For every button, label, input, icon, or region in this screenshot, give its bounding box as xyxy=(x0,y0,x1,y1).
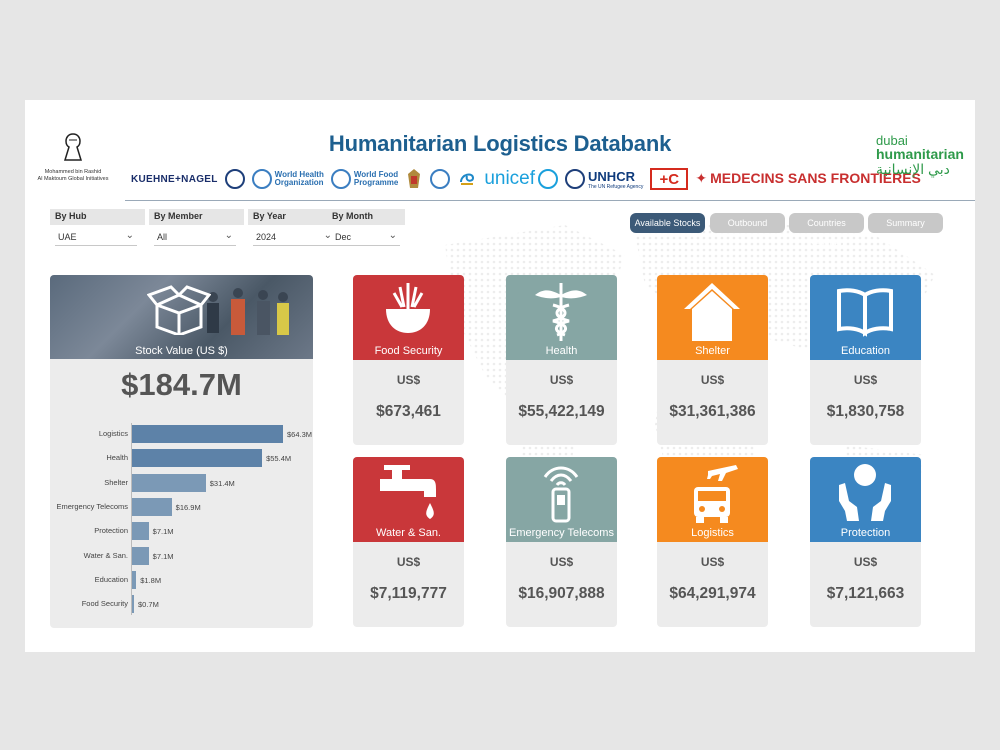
category-card-shelter[interactable] xyxy=(657,275,768,445)
bar-value-label: $7.1M xyxy=(152,551,174,561)
wfp-line1: World Food xyxy=(353,169,399,179)
filter-member-select[interactable] xyxy=(154,229,236,246)
house-icon xyxy=(682,279,742,341)
wfp-logo xyxy=(331,169,398,189)
bar[interactable] xyxy=(132,449,262,467)
category-card-logistics[interactable] xyxy=(657,457,768,627)
bar-label: Protection xyxy=(94,526,128,536)
kuehne-nagel-logo: KUEHNE+NAGEL xyxy=(131,173,218,185)
category-name: Food Security xyxy=(374,345,443,357)
category-name: Logistics xyxy=(691,527,734,539)
category-currency: US$ xyxy=(853,373,878,387)
icrc-logo xyxy=(225,169,245,189)
wfp-line2: Programme xyxy=(353,178,399,187)
category-header xyxy=(810,275,921,360)
bar[interactable] xyxy=(132,547,149,565)
bar-label: Shelter xyxy=(104,477,128,487)
bar-value-label: $0.7M xyxy=(138,600,159,610)
bar-row xyxy=(50,595,313,613)
tab-countries-reached[interactable]: Countries Reached xyxy=(789,213,864,233)
category-card-health[interactable] xyxy=(506,275,617,445)
filter-hub-label: By Hub xyxy=(50,209,145,225)
caduceus-icon xyxy=(531,279,591,341)
bar[interactable] xyxy=(132,522,149,540)
chevron-down-icon: ⌄ xyxy=(323,230,332,241)
msf-runner-icon: ✦ xyxy=(695,170,708,187)
header xyxy=(25,128,975,198)
filter-hub-select[interactable] xyxy=(55,229,137,246)
category-name: Emergency Telecoms xyxy=(509,527,614,539)
protecting-hands-icon xyxy=(835,461,895,523)
category-currency: US$ xyxy=(700,373,725,387)
unhcr-title: UNHCR xyxy=(588,168,635,184)
bar-value-label: $31.4M xyxy=(209,478,235,488)
red-cross-crescent-logo xyxy=(650,168,688,190)
filter-year-select[interactable] xyxy=(253,229,335,246)
chevron-down-icon: ⌄ xyxy=(388,230,397,241)
who-logo xyxy=(252,169,324,189)
bar-value-label: $55.4M xyxy=(266,454,292,464)
category-card-emergency-telecoms[interactable] xyxy=(506,457,617,627)
filter-hub-value: UAE xyxy=(58,232,77,242)
falcon-emblem-icon xyxy=(405,168,423,190)
bar-row xyxy=(50,449,313,467)
category-name: Protection xyxy=(840,527,891,539)
unicef-emblem-icon xyxy=(538,169,558,189)
filter-member-label: By Member xyxy=(149,209,244,225)
header-divider xyxy=(125,200,975,201)
bar[interactable] xyxy=(132,595,134,613)
bar[interactable] xyxy=(132,474,206,492)
bar[interactable] xyxy=(132,498,172,516)
bar-row xyxy=(50,571,313,589)
bar-value-label: $1.8M xyxy=(140,575,162,585)
un-emblem-logo xyxy=(430,169,450,189)
truck-plane-icon xyxy=(682,461,742,523)
bar-label: Water & San. xyxy=(83,550,128,560)
category-card-water-san[interactable] xyxy=(353,457,464,627)
category-card-education[interactable] xyxy=(810,275,921,445)
dashboard-frame xyxy=(25,100,975,652)
category-header xyxy=(506,275,617,360)
category-header xyxy=(810,457,921,542)
category-value: $64,291,974 xyxy=(669,585,756,602)
category-value: $7,119,777 xyxy=(370,585,447,602)
bar-value-label: $64.3M xyxy=(287,430,313,439)
tab-available-stocks[interactable]: Available Stocks xyxy=(630,213,705,233)
bar-label: Education xyxy=(94,574,128,584)
chart-axis-line xyxy=(131,423,132,615)
tab-summary[interactable]: Summary xyxy=(868,213,943,233)
unicef-logo: unicef xyxy=(484,168,558,190)
bar-row xyxy=(50,474,313,492)
un-emblem-icon xyxy=(430,169,450,189)
dh-line3: دبي الإنسانية xyxy=(876,161,950,178)
category-value: $673,461 xyxy=(376,403,441,420)
uae-emblem-logo xyxy=(405,168,423,190)
bar[interactable] xyxy=(132,571,136,589)
box-icon xyxy=(147,281,211,335)
filter-month-select[interactable] xyxy=(332,229,400,246)
bar-row xyxy=(50,522,313,540)
category-value: $31,361,386 xyxy=(669,403,756,420)
category-value: $16,907,888 xyxy=(518,585,605,602)
bar-label: Emergency Telecoms xyxy=(56,501,128,511)
category-value: $7,121,663 xyxy=(826,585,905,602)
food-bowl-icon xyxy=(378,279,438,341)
filter-month xyxy=(327,209,405,246)
stock-value-header xyxy=(50,275,313,359)
filter-member xyxy=(149,209,244,246)
category-currency: US$ xyxy=(396,373,421,387)
radio-phone-icon xyxy=(531,461,591,523)
stock-total-value: $184.7M xyxy=(121,367,242,402)
unhcr-logo xyxy=(565,169,643,190)
unhcr-subtitle: The UN Refugee Agency xyxy=(588,183,644,190)
red-cross-icon: +C xyxy=(650,168,688,190)
chevron-down-icon: ⌄ xyxy=(125,230,134,241)
filter-member-value: All xyxy=(157,232,168,242)
msf-logo xyxy=(695,170,921,187)
category-card-food-security[interactable] xyxy=(353,275,464,445)
tab-outbound[interactable]: Outbound xyxy=(710,213,785,233)
who-emblem-icon xyxy=(252,169,272,189)
filter-hub xyxy=(50,209,145,246)
category-currency: US$ xyxy=(396,555,421,569)
category-value: $55,422,149 xyxy=(518,403,605,420)
mbrgi-logo-line2: Al Maktoum Global Initiatives xyxy=(37,175,109,182)
category-name: Education xyxy=(841,345,890,357)
category-value: $1,830,758 xyxy=(826,403,905,420)
icrc-icon xyxy=(225,169,245,189)
bar-value-label: $7.1M xyxy=(152,527,174,537)
category-card-protection[interactable] xyxy=(810,457,921,627)
bar-value-label: $16.9M xyxy=(175,502,201,512)
bar-label: Logistics xyxy=(98,429,128,438)
bar-label: Food Security xyxy=(81,599,128,609)
water-tap-icon xyxy=(378,461,438,523)
msf-text: MEDECINS SANS FRONTIERES xyxy=(710,170,921,187)
category-header xyxy=(657,457,768,542)
category-currency: US$ xyxy=(853,555,878,569)
sheikh-logo xyxy=(457,168,477,190)
filter-year-label: By Year xyxy=(248,209,343,225)
bar-row xyxy=(50,547,313,565)
book-icon xyxy=(835,279,895,341)
bar-row xyxy=(50,425,313,443)
unhcr-emblem-icon xyxy=(565,169,585,189)
stock-value-card xyxy=(50,275,313,628)
category-currency: US$ xyxy=(549,555,574,569)
swirl-emblem-icon xyxy=(457,168,477,190)
bar-label: Health xyxy=(106,453,128,463)
who-line2: Organization xyxy=(274,178,324,187)
bar[interactable] xyxy=(132,425,283,443)
mbrgi-logo-line1: Mohammed bin Rashid xyxy=(44,169,102,175)
wfp-emblem-icon xyxy=(331,169,351,189)
stock-value-label: Stock Value (US $) xyxy=(135,345,228,357)
category-name: Health xyxy=(545,345,578,357)
bar-row xyxy=(50,498,313,516)
filter-year-value: 2024 xyxy=(256,232,277,242)
filter-month-value: Dec xyxy=(335,232,352,242)
page-title: Humanitarian Logistics Databank xyxy=(328,131,672,156)
category-header xyxy=(353,457,464,542)
chevron-down-icon: ⌄ xyxy=(224,230,233,241)
category-currency: US$ xyxy=(549,373,574,387)
category-header xyxy=(657,275,768,360)
category-currency: US$ xyxy=(700,555,725,569)
category-name: Shelter xyxy=(695,345,730,357)
dubai-humanitarian-logo xyxy=(876,134,971,178)
dh-line1: dubai xyxy=(876,133,908,148)
category-name: Water & San. xyxy=(375,527,441,539)
filter-month-label: By Month xyxy=(327,209,405,225)
dh-line2: humanitarian xyxy=(876,146,964,162)
who-line1: World Health xyxy=(274,169,324,179)
category-header xyxy=(353,275,464,360)
category-header xyxy=(506,457,617,542)
